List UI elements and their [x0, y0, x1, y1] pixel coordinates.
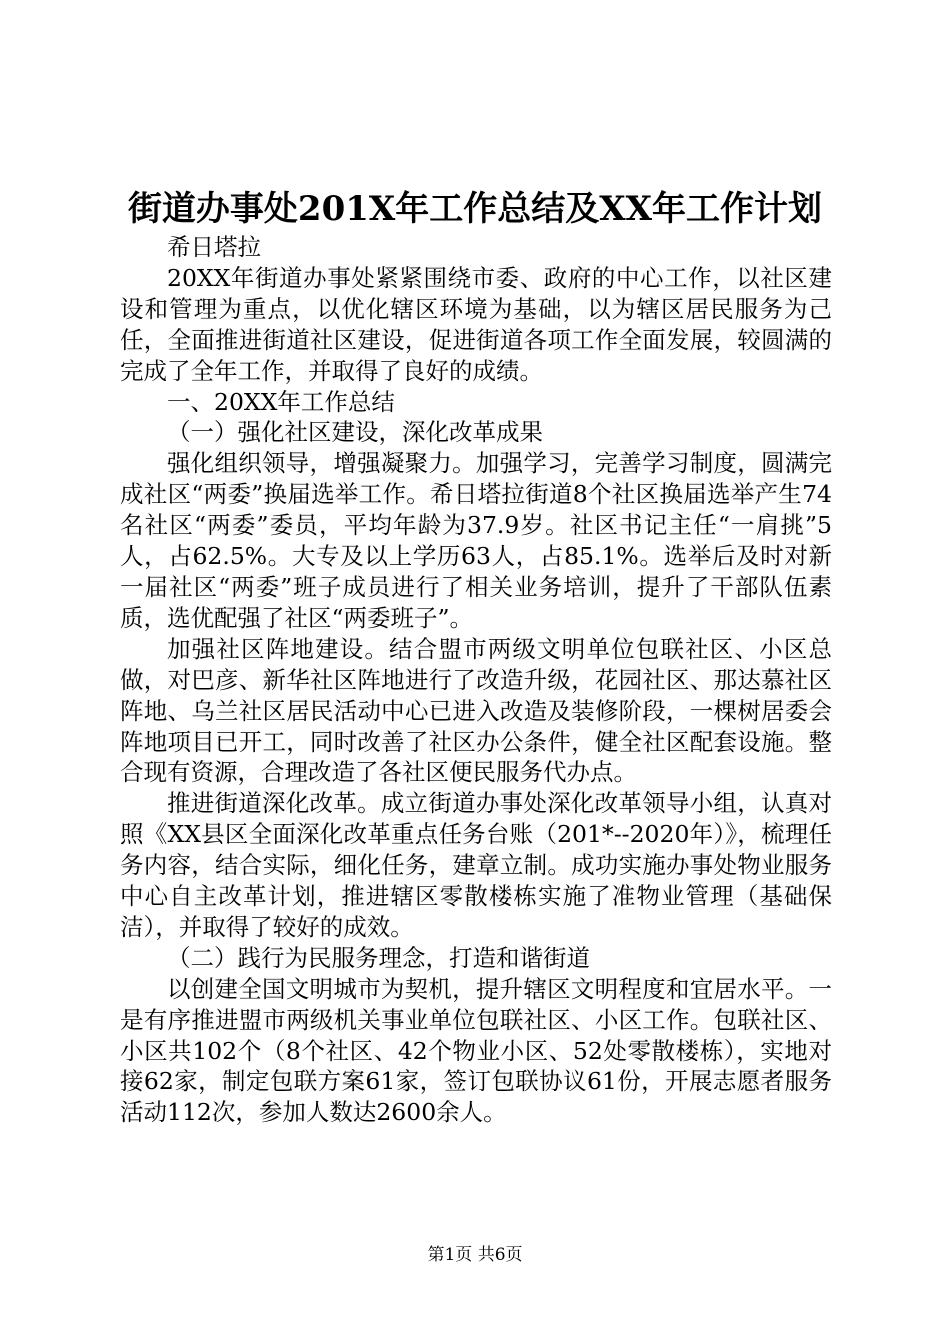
- section-heading: 一、20XX年工作总结: [167, 387, 395, 416]
- paragraph: 推进街道深化改革。成立街道办事处深化改革领导小组，认真对照《XX县区全面深化改革重点任务台账（201*--2020年）》，梳理任务内容，结合实际，细化任务，建章立制。成功实施办事处物业服务中心自主改革计划，推进辖区零散楼栋实施了准物业管理（基础保洁），并取得了较好的成效。: [120, 789, 832, 941]
- paragraph: 强化组织领导，增强凝聚力。加强学习，完善学习制度，圆满完成社区“两委”换届选举工作。希日塔拉街道8个社区换届选举产生74名社区“两委”委员，平均年龄为37.9岁。社区书记主任“一肩挑”5人，占62.5%。大专及以上学历63人，占85.1%。选举后及时对新一届社区“两委”班子成员进行了相关业务培训，提升了干部队伍素质，选优配强了社区“两委班子”。: [120, 449, 832, 632]
- subsection-heading: （二）践行为民服务理念，打造和谐街道: [167, 943, 590, 972]
- paragraph: 加强社区阵地建设。结合盟市两级文明单位包联社区、小区总做，对巴彦、新华社区阵地进行了改造升级，花园社区、那达慕社区阵地、乌兰社区居民活动中心已进入改造及装修阶段，一棵树居委会阵地项目已开工，同时改善了社区办公条件，健全社区配套设施。整合现有资源，合理改造了各社区便民服务代办点。: [120, 634, 832, 787]
- page-number-footer: 第1页 共6页: [427, 1245, 523, 1265]
- paragraph: 以创建全国文明城市为契机，提升辖区文明程度和宜居水平。一是有序推进盟市两级机关事业单位包联社区、小区工作。包联社区、小区共102个（8个社区、42个物业小区、52处零散楼栋），实地对接62家，制定包联方案61家，签订包联协议61份，开展志愿者服务活动112次，参加人数达2600余人。: [120, 974, 832, 1127]
- document-body: [120, 232, 832, 1128]
- document-title: 街道办事处201X年工作总结及XX年工作计划: [127, 189, 823, 229]
- paragraph-intro: 20XX年街道办事处紧紧围绕市委、政府的中心工作，以社区建设和管理为重点，以优化辖区环境为基础，以为辖区居民服务为己任，全面推进街道社区建设，促进街道各项工作全面发展，较圆满的完成了全年工作，并取得了良好的成绩。: [120, 263, 832, 385]
- author-name: 希日塔拉: [167, 233, 261, 261]
- subsection-heading: （一）强化社区建设，深化改革成果: [167, 418, 543, 447]
